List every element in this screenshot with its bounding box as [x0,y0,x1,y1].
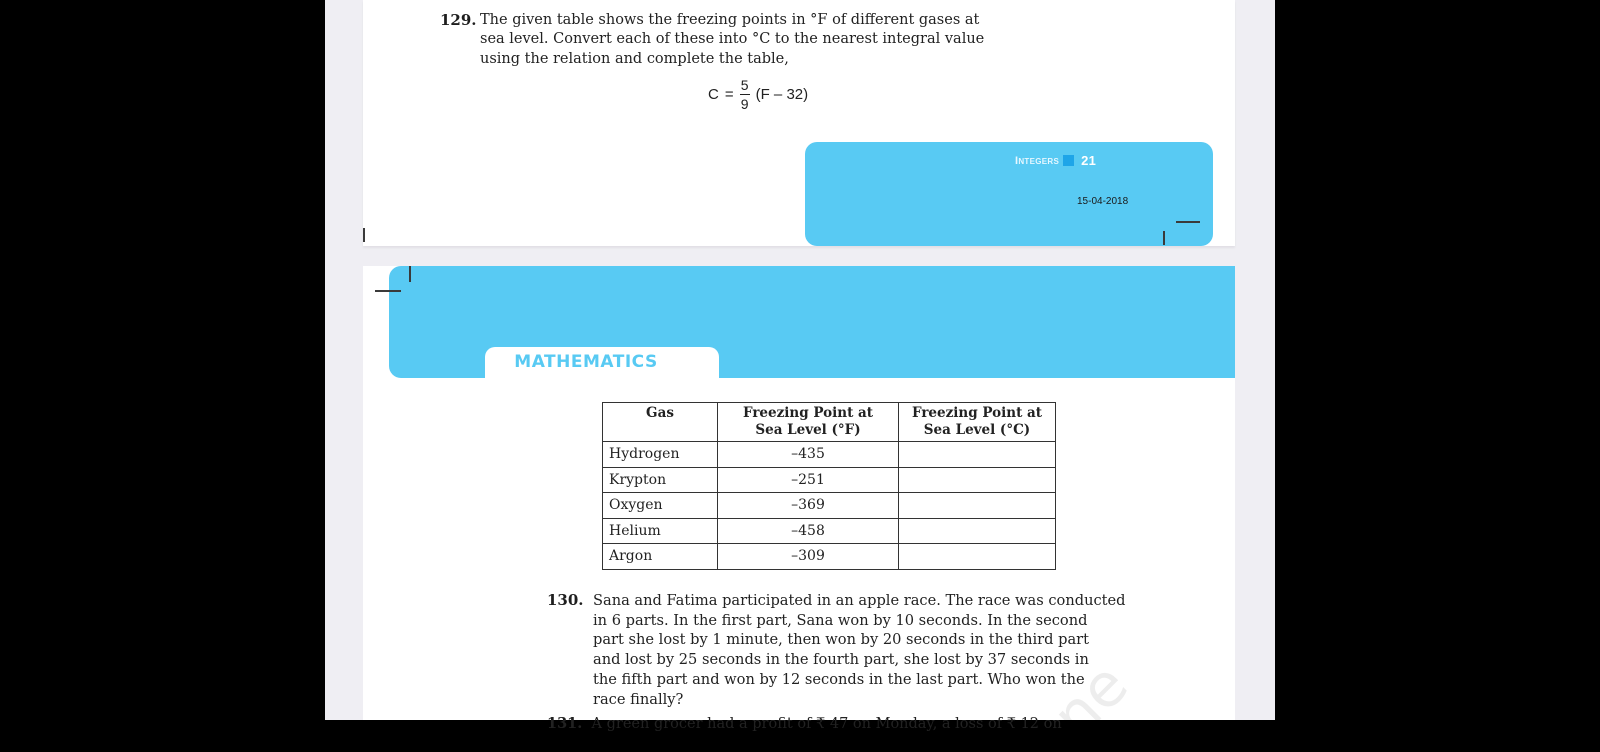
conversion-formula [708,78,808,111]
header-celsius-line-2: Sea Level (°C) [923,422,1031,438]
celsius-value [899,518,1056,544]
celsius-value [899,544,1056,570]
question-129-text [480,11,984,69]
subject-tab [485,347,719,378]
question-129-line-2: sea level. Convert each of these into °C to the nearest integral value [480,31,985,48]
document-viewer[interactable] [325,0,1275,752]
fahrenheit-value: –251 [718,467,899,493]
header-celsius-line-1: Freezing Point at [911,405,1043,421]
table-row [603,518,1056,544]
subject-title: MATHEMATICS [514,352,658,372]
watermark: ne [1039,649,1142,752]
formula-denominator: 9 [740,96,749,112]
formula-equals: = [724,86,734,103]
question-131-number: 131. [547,715,583,732]
header-celsius [899,403,1056,442]
square-icon [1063,155,1074,166]
print-date: 15-04-2018 [1077,196,1129,207]
table-header-row [603,403,1056,442]
gas-name: Hydrogen [603,442,718,468]
table-row [603,493,1056,519]
formula-rhs: (F – 32) [755,86,809,103]
table-row [603,544,1056,570]
header-fahrenheit-line-2: Sea Level (°F) [755,422,861,438]
question-130-text [593,591,1126,709]
header-gas-label: Gas [646,405,674,421]
question-130-line-3: part she lost by 1 minute, then won by 20 seconds in the third part [593,631,1090,649]
freezing-points-table [602,402,1056,570]
fahrenheit-value: –435 [718,442,899,468]
question-130-line-5: the fifth part and won by 12 seconds in the last part. Who won the [593,670,1085,688]
crop-mark [1176,221,1200,223]
header-gas [603,403,718,442]
crop-mark [1163,231,1165,245]
question-130-number: 130. [547,591,584,609]
question-130-line-1: Sana and Fatima participated in an apple race. The race was conducted [593,592,1126,609]
question-129-number: 129. [440,11,477,29]
question-131-text: A green grocer had a profit of ₹ 47 on Monday, a loss of ₹ 12 on [591,716,1062,732]
gas-name: Oxygen [603,493,718,519]
gas-name: Helium [603,518,718,544]
page-number: 21 [1081,153,1097,168]
table-row [603,467,1056,493]
page-21 [363,0,1235,246]
crop-mark [363,228,365,242]
question-129-line-3: using the relation and complete the table, [480,50,789,67]
fahrenheit-value: –458 [718,518,899,544]
question-130-line-4: and lost by 25 seconds in the fourth part, she lost by 37 seconds in [593,651,1089,669]
running-header [1015,153,1096,168]
question-130-line-6: race finally? [593,690,684,708]
chapter-name: Integers [1015,154,1060,167]
table-row [603,442,1056,468]
header-fahrenheit-line-1: Freezing Point at [742,405,874,421]
header-fahrenheit [718,403,899,442]
formula-lhs: C [708,86,719,103]
page-header-band [805,142,1213,246]
crop-mark [409,266,411,282]
fahrenheit-value: –309 [718,544,899,570]
celsius-value [899,442,1056,468]
page-22 [363,266,1235,752]
question-130-line-2: in 6 parts. In the first part, Sana won by 10 seconds. In the second [593,611,1088,629]
fraction-bar [740,94,750,95]
celsius-value [899,467,1056,493]
formula-fraction [740,78,750,111]
gas-name: Argon [603,544,718,570]
question-129-line-1: The given table shows the freezing points in °F of different gases at [480,12,980,28]
mathematics-header-band [389,266,1235,378]
gas-name: Krypton [603,467,718,493]
crop-mark [375,290,401,292]
celsius-value [899,493,1056,519]
formula-numerator: 5 [740,77,749,93]
fahrenheit-value: –369 [718,493,899,519]
question-131-partial [547,714,1062,732]
